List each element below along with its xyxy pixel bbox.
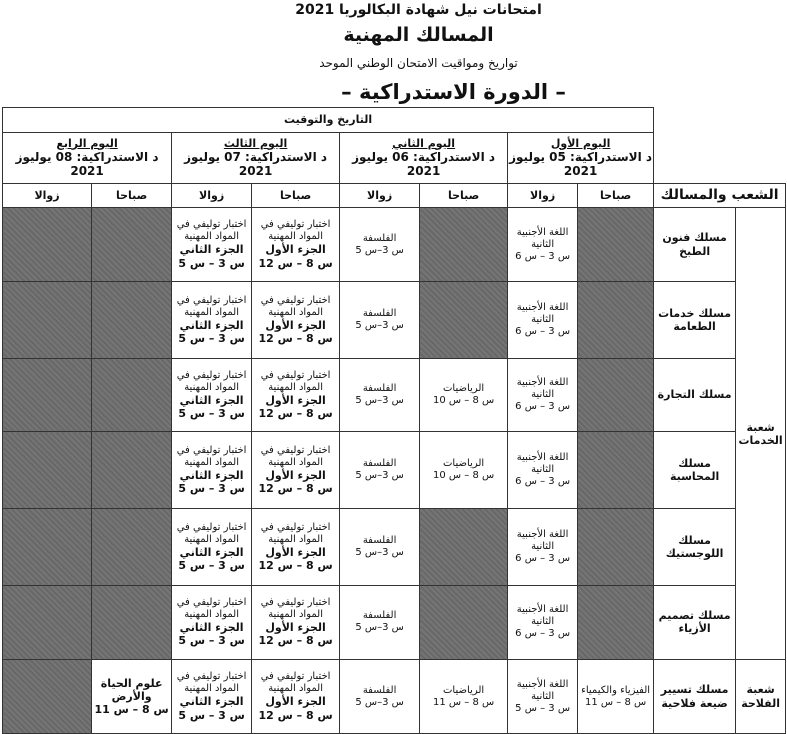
session-title: – الدورة الاستدراكية – [341,80,566,104]
day-2-header [340,132,508,183]
exam-cell: الفلسفة س 3–س 5 [340,281,420,358]
day-2-name: اليوم الثاني [392,136,456,150]
table-row [3,208,786,282]
empty-slot [92,281,172,358]
empty-slot [420,508,508,585]
exam-cell: اللغة الأجنبية الثانية س 3 – س 6 [508,585,578,660]
empty-slot [3,660,92,734]
day-3-morning-label: صباحا [252,183,340,208]
branches-header: الشعب والمسالك [654,183,786,208]
day-3-year: 2021 [238,164,273,179]
empty-slot [578,208,654,282]
exam-cell: اختبار توليفي في المواد المهنية الجزء الثاني س 3 – س 5 [172,208,252,282]
table-row [3,660,786,734]
empty-slot [92,585,172,660]
exam-cell: اللغة الأجنبية الثانية س 3 – س 6 [508,358,578,432]
day-3-date: د الاستدراكية: 07 يوليوز [184,149,328,164]
day-2-afternoon-label: زوالا [340,183,420,208]
row-label: مسلك خدمات الطعامة [654,281,736,358]
exam-cell: اختبار توليفي في المواد المهنية الجزء الأول س 8 – س 12 [252,208,340,282]
empty-slot [3,585,92,660]
document-subtitle: المسالك المهنية [343,24,494,46]
empty-slot [578,432,654,509]
table-row [3,281,786,358]
day-4-date: د الاستدراكية: 08 يوليوز [15,149,159,164]
exam-cell: اختبار توليفي في المواد المهنية الجزء الثاني س 3 – س 5 [172,358,252,432]
exam-cell: الفلسفة س 3–س 5 [340,660,420,734]
empty-slot [92,432,172,509]
exam-cell: اختبار توليفي في المواد المهنية الجزء الثاني س 3 – س 5 [172,432,252,509]
empty-slot [92,208,172,282]
exam-cell: اللغة الأجنبية الثانية س 3 – س 6 [508,281,578,358]
exam-cell: اللغة الأجنبية الثانية س 3 – س 6 [508,208,578,282]
exam-cell: اللغة الأجنبية الثانية س 3 – س 5 [508,660,578,734]
empty-slot [420,281,508,358]
day-2-date: د الاستدراكية: 06 يوليوز [352,149,496,164]
branch-agriculture: شعبة الفلاحة [736,660,786,734]
exam-cell: اختبار توليفي في المواد المهنية الجزء الأول س 8 – س 12 [252,660,340,734]
empty-slot [3,358,92,432]
exam-cell: اختبار توليفي في المواد المهنية الجزء الثاني س 3 – س 5 [172,508,252,585]
exam-cell: الفلسفة س 3–س 5 [340,358,420,432]
day-1-year: 2021 [563,164,598,179]
row-label: مسلك التجارة [654,358,736,432]
datetime-header: التاريخ والتوقيت [3,108,654,133]
day-2-morning-label: صباحا [420,183,508,208]
exam-cell: اختبار توليفي في المواد المهنية الجزء الثاني س 3 – س 5 [172,585,252,660]
table-row [3,432,786,509]
day-2-year: 2021 [406,164,441,179]
exam-cell: الفلسفة س 3–س 5 [340,585,420,660]
empty-slot [92,358,172,432]
empty-slot [3,508,92,585]
empty-slot [578,281,654,358]
empty-slot [420,585,508,660]
exam-cell: الفيزياء والكيمياء س 8 – س 11 [578,660,654,734]
day-3-name: اليوم الثالث [223,136,288,150]
day-1-header [508,132,654,183]
day-1-afternoon-label: زوالا [508,183,578,208]
row-label: مسلك تصميم الأزياء [654,585,736,660]
day-4-header [3,132,172,183]
exam-cell: اختبار توليفي في المواد المهنية الجزء الأول س 8 – س 12 [252,358,340,432]
day-4-afternoon-label: زوالا [3,183,92,208]
exam-cell: الفلسفة س 3–س 5 [340,208,420,282]
corner-blank [654,108,786,133]
empty-slot [420,208,508,282]
exam-cell: اللغة الأجنبية الثانية س 3 – س 6 [508,432,578,509]
empty-slot [578,585,654,660]
table-row [3,508,786,585]
exam-cell: الفلسفة س 3–س 5 [340,508,420,585]
exam-cell: اللغة الأجنبية الثانية س 3 – س 6 [508,508,578,585]
table-row [3,585,786,660]
exam-cell: اختبار توليفي في المواد المهنية الجزء الأول س 8 – س 12 [252,508,340,585]
exam-cell: الرياضيات س 8 – س 10 [420,432,508,509]
day-4-name: اليوم الرابع [56,136,118,150]
document-caption: تواريخ ومواقيت الامتحان الوطني الموحد [319,56,518,70]
row-label: مسلك اللوجستيك [654,508,736,585]
exam-cell: اختبار توليفي في المواد المهنية الجزء الثاني س 3 – س 5 [172,660,252,734]
exam-schedule-table [2,107,786,734]
empty-slot [578,508,654,585]
day-1-name: اليوم الأول [550,136,611,150]
day-4-morning-label: صباحا [92,183,172,208]
exam-cell: الرياضيات س 8 – س 10 [420,358,508,432]
corner-blank-2 [654,132,786,183]
exam-cell: اختبار توليفي في المواد المهنية الجزء الأول س 8 – س 12 [252,432,340,509]
day-4-year: 2021 [70,164,104,179]
day-1-date: د الاستدراكية: 05 يوليوز [509,149,653,164]
empty-slot [92,508,172,585]
exam-cell: اختبار توليفي في المواد المهنية الجزء الأول س 8 – س 12 [252,585,340,660]
day-3-afternoon-label: زوالا [172,183,252,208]
row-label: مسلك تسيير ضيعة فلاحية [654,660,736,734]
branch-services: شعبة الخدمات [736,208,786,660]
exam-cell: الفلسفة س 3–س 5 [340,432,420,509]
row-label: مسلك فنون الطبخ [654,208,736,282]
day-1-morning-label: صباحا [578,183,654,208]
empty-slot [3,208,92,282]
empty-slot [578,358,654,432]
exam-cell: اختبار توليفي في المواد المهنية الجزء الأول س 8 – س 12 [252,281,340,358]
day-3-header [172,132,340,183]
row-label: مسلك المحاسبة [654,432,736,509]
exam-cell: اختبار توليفي في المواد المهنية الجزء الثاني س 3 – س 5 [172,281,252,358]
table-row [3,358,786,432]
empty-slot [3,281,92,358]
exam-cell: علوم الحياة والأرض س 8 – س 11 [92,660,172,734]
document-title: امتحانات نيل شهادة البكالوريا 2021 [295,2,542,18]
empty-slot [3,432,92,509]
exam-cell: الرياضيات س 8 – س 11 [420,660,508,734]
